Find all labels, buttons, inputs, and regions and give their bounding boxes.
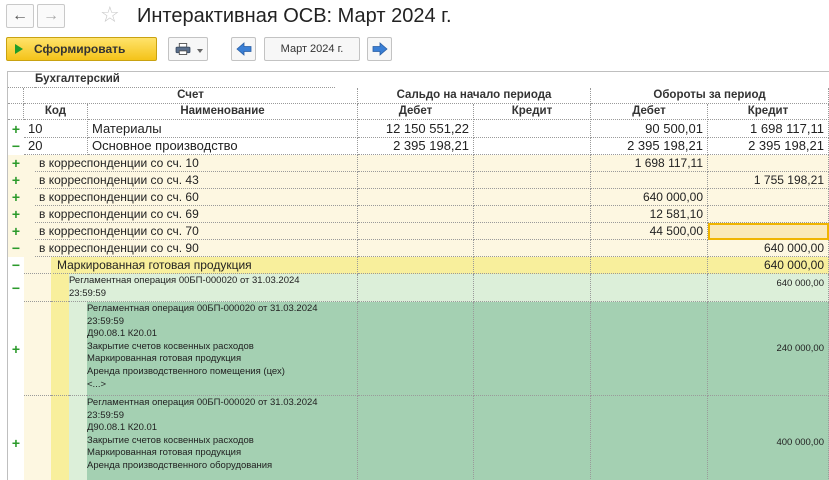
correspondence-label: в корреспонденции со сч. 10	[35, 155, 358, 172]
correspondence-label: в корреспонденции со сч. 69	[35, 206, 358, 223]
header-code: Код	[24, 104, 88, 120]
arrow-back-icon: ←	[12, 7, 28, 24]
table-row[interactable]	[8, 257, 829, 274]
turnover-debit	[591, 172, 708, 189]
expand-plus-icon[interactable]: +	[11, 155, 21, 171]
play-icon	[15, 44, 23, 54]
table-row[interactable]	[8, 223, 829, 240]
turnover-debit: 12 581,10	[591, 206, 708, 223]
header-name: Наименование	[88, 104, 358, 120]
table-row[interactable]	[8, 240, 829, 257]
turnover-debit: 1 698 117,11	[591, 155, 708, 172]
turnover-credit: 240 000,00	[708, 302, 829, 396]
back-button[interactable]	[6, 4, 34, 28]
table-row[interactable]	[8, 155, 829, 172]
section-label: Бухгалтерский	[35, 72, 335, 88]
collapse-minus-icon[interactable]: −	[11, 138, 21, 154]
correspondence-label: в корреспонденции со сч. 90	[35, 240, 358, 257]
title-bar	[0, 0, 829, 32]
table-row[interactable]	[8, 302, 829, 396]
header-turnover: Обороты за период	[591, 88, 829, 104]
page-title: Интерактивная ОСВ: Март 2024 г.	[137, 5, 452, 27]
correspondence-label: в корреспонденции со сч. 70	[35, 223, 358, 240]
opening-credit	[474, 138, 591, 155]
expand-plus-icon[interactable]: +	[11, 189, 21, 205]
turnover-credit: 400 000,00	[708, 396, 829, 480]
turnover-debit	[591, 257, 708, 274]
turnover-credit: 1 755 198,21	[708, 172, 829, 189]
turnover-credit: 640 000,00	[708, 274, 829, 302]
next-period-button[interactable]	[367, 37, 392, 61]
turnover-debit: 44 500,00	[591, 223, 708, 240]
table-row[interactable]	[8, 189, 829, 206]
collapse-minus-icon[interactable]: −	[8, 257, 24, 274]
table-row[interactable]	[8, 121, 829, 138]
expand-plus-icon[interactable]: +	[11, 206, 21, 222]
expand-plus-icon[interactable]: +	[8, 396, 24, 480]
report-section-row	[8, 72, 829, 88]
expand-plus-icon[interactable]: +	[11, 223, 21, 239]
period-selector[interactable]: Март 2024 г.	[264, 37, 360, 61]
operation-description: Регламентная операция 00БП-000020 от 31.03.2024 23:59:59 Д90.08.1 К20.01 Закрытие счетов косвенных расходов Маркированная готовая продукция Аренда производственного оборудования	[87, 396, 358, 480]
header-account: Счет	[24, 88, 358, 104]
turnover-credit: 1 698 117,11	[708, 121, 829, 138]
table-row[interactable]	[8, 274, 829, 302]
arrow-forward-icon: →	[43, 7, 59, 24]
header-opening-balance: Сальдо на начало периода	[358, 88, 591, 104]
turnover-debit: 2 395 198,21	[591, 138, 708, 155]
header-opening-debit: Дебет	[358, 104, 474, 120]
collapse-minus-icon[interactable]: −	[11, 240, 21, 256]
header-row-1	[8, 88, 829, 104]
turnover-credit: 640 000,00	[708, 257, 829, 274]
product-label: Маркированная готовая продукция	[53, 257, 358, 274]
printer-icon	[175, 43, 191, 55]
turnover-credit: 640 000,00	[708, 240, 829, 257]
turnover-debit	[591, 240, 708, 257]
account-name: Материалы	[88, 121, 358, 138]
table-row[interactable]	[8, 138, 829, 155]
header-row-2	[8, 104, 829, 120]
arrow-left-icon	[236, 42, 252, 56]
toolbar	[0, 36, 829, 64]
turnover-credit: 2 395 198,21	[708, 138, 829, 155]
turnover-credit	[708, 155, 829, 172]
correspondence-label: в корреспонденции со сч. 60	[35, 189, 358, 206]
correspondence-label: в корреспонденции со сч. 43	[35, 172, 358, 189]
operation-description: Регламентная операция 00БП-000020 от 31.03.2024 23:59:59	[69, 274, 358, 302]
turnover-credit-selected-cell[interactable]	[708, 223, 829, 240]
turnover-credit	[708, 206, 829, 223]
operation-description: Регламентная операция 00БП-000020 от 31.03.2024 23:59:59 Д90.08.1 К20.01 Закрытие счетов косвенных расходов Маркированная готовая продукция Аренда производственного помещения (цех) <...>	[87, 302, 358, 396]
favorite-star-icon[interactable]: ☆	[100, 2, 120, 27]
arrow-right-icon	[372, 42, 388, 56]
turnover-debit: 90 500,01	[591, 121, 708, 138]
forward-button[interactable]	[37, 4, 65, 28]
previous-period-button[interactable]	[231, 37, 256, 61]
expand-plus-icon[interactable]: +	[11, 172, 21, 188]
table-row[interactable]	[8, 396, 829, 480]
generate-button[interactable]	[6, 37, 157, 61]
opening-debit: 2 395 198,21	[358, 138, 474, 155]
account-code: 20	[24, 138, 88, 155]
expand-plus-icon[interactable]: +	[8, 302, 24, 396]
collapse-minus-icon[interactable]: −	[8, 274, 24, 302]
turnover-credit	[708, 189, 829, 206]
header-turnover-debit: Дебет	[591, 104, 708, 120]
osv-report[interactable]	[7, 71, 829, 480]
header-opening-credit: Кредит	[474, 104, 591, 120]
header-turnover-credit: Кредит	[708, 104, 829, 120]
table-row[interactable]	[8, 206, 829, 223]
account-code: 10	[24, 121, 88, 138]
table-row[interactable]	[8, 172, 829, 189]
print-button[interactable]	[168, 37, 208, 61]
generate-button-label: Сформировать	[34, 42, 126, 56]
account-name: Основное производство	[88, 138, 358, 155]
expand-plus-icon[interactable]: +	[11, 121, 21, 137]
turnover-debit: 640 000,00	[591, 189, 708, 206]
chevron-down-icon	[197, 49, 203, 53]
opening-credit	[474, 121, 591, 138]
opening-debit: 12 150 551,22	[358, 121, 474, 138]
